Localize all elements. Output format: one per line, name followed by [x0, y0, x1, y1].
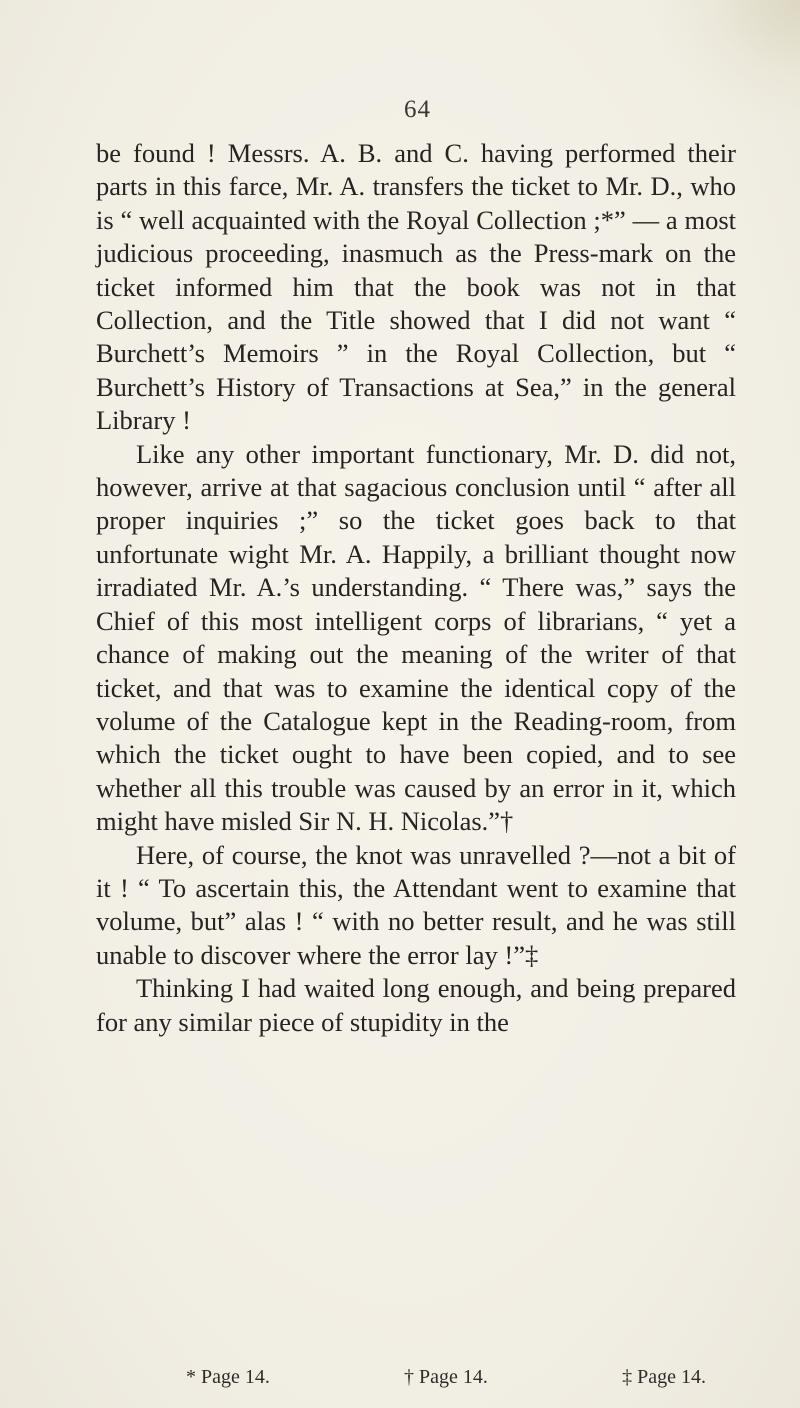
- footnote-1: * Page 14.: [186, 1366, 270, 1388]
- footnote-2: † Page 14.: [404, 1366, 488, 1388]
- body-text: [96, 137, 736, 1039]
- paragraph-2: Like any other important functionary, Mr. D. did not, however, arrive at that sagacious conclusion until “ after all proper inquiries ;” so the ticket goes back to that unfortunate wight Mr. A. Happily, a brilliant thought now irradiated Mr. A.’s understanding. “ There was,” says the Chief of this most intelligent corps of librarians, “ yet a chance of making out the meaning of the writer of that ticket, and that was to examine the identical copy of the volume of the Catalogue kept in the Reading-room, from which the ticket ought to have been copied, and to see whether all this trouble was caused by an error in it, which might have misled Sir N. H. Nicolas.”†: [96, 438, 736, 837]
- paragraph-3: Here, of course, the knot was unravelled ?—not a bit of it ! “ To ascertain this, the Attendant went to examine that volume, but” alas ! “ with no better result, and he was still unable to discover where the error lay !”‡: [96, 839, 736, 970]
- paragraph-4: Thinking I had waited long enough, and being prepared for any similar piece of stupidity in the: [96, 973, 736, 1037]
- paragraph-1: be found ! Messrs. A. B. and C. having performed their parts in this farce, Mr. A. transfers the ticket to Mr. D., who is “ well acquainted with the Royal Collection ;*” — a most judicious proceeding, inasmuch as the Press-mark on the ticket informed him that the book was not in that Collection, and the Title showed that I did not want “ Burchett’s Memoirs ” in the Royal Collection, but “ Burchett’s History of Transactions at Sea,” in the general Library !: [96, 138, 736, 436]
- paper-stain: [660, 0, 800, 120]
- page-number: 64: [404, 96, 431, 123]
- footnotes: [186, 1366, 706, 1389]
- footnote-3: ‡ Page 14.: [622, 1366, 706, 1388]
